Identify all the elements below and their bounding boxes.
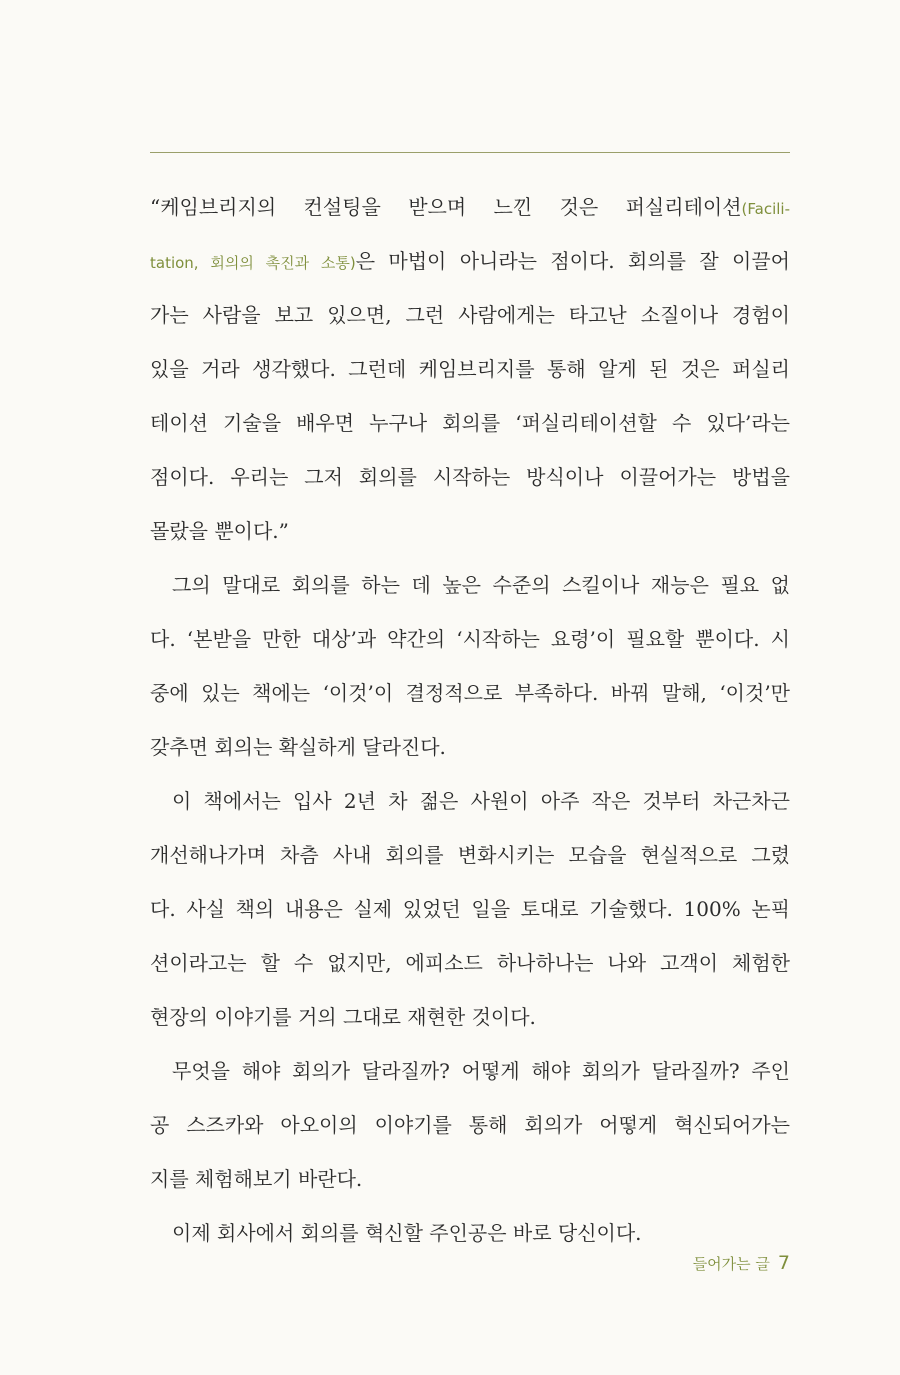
section-title: 들어가는 글 <box>692 1255 770 1273</box>
text-line: “케임브리지의 컨설팅을 받으며 느낀 것은 퍼실리테이션(Facili- <box>150 195 790 219</box>
text-line: 이제 회사에서 회의를 혁신할 주인공은 바로 당신이다. <box>172 1221 642 1245</box>
text-line: 있을 거라 생각했다. 그런데 케임브리지를 통해 알게 된 것은 퍼실리 <box>150 357 790 381</box>
text-line: 몰랐을 뿐이다.” <box>150 519 289 543</box>
text-line: 다. 사실 책의 내용은 실제 있었던 일을 토대로 기술했다. 100% 논픽 <box>150 897 790 921</box>
text-line: 다. ‘본받을 만한 대상’과 약간의 ‘시작하는 요령’이 필요할 뿐이다. 시 <box>150 627 790 651</box>
text-line: 지를 체험해보기 바란다. <box>150 1167 363 1191</box>
text-line: tation, 회의의 촉진과 소통)은 마법이 아니라는 점이다. 회의를 잘 이끌어 <box>150 249 790 273</box>
text-line: 갖추면 회의는 확실하게 달라진다. <box>150 735 446 759</box>
gloss-text: (Facili- <box>741 200 790 218</box>
text-line: 공 스즈카와 아오이의 이야기를 통해 회의가 어떻게 혁신되어가는 <box>150 1113 790 1137</box>
text-line: 점이다. 우리는 그저 회의를 시작하는 방식이나 이끌어가는 방법을 <box>150 465 790 489</box>
text-line: 이 책에서는 입사 2년 차 젊은 사원이 아주 작은 것부터 차근차근 <box>172 789 790 813</box>
text-line: 개선해나가며 차츰 사내 회의를 변화시키는 모습을 현실적으로 그렸 <box>150 843 790 867</box>
text-line: 중에 있는 책에는 ‘이것’이 결정적으로 부족하다. 바꿔 말해, ‘이것’만 <box>150 681 790 705</box>
text-line: 현장의 이야기를 거의 그대로 재현한 것이다. <box>150 1005 536 1029</box>
text-line: 무엇을 해야 회의가 달라질까? 어떻게 해야 회의가 달라질까? 주인 <box>172 1059 790 1083</box>
body-text <box>150 180 790 1260</box>
top-divider <box>150 152 790 153</box>
page-footer <box>693 1252 790 1274</box>
text-line: 그의 말대로 회의를 하는 데 높은 수준의 스킬이나 재능은 필요 없 <box>172 573 790 597</box>
page-number: 7 <box>777 1252 790 1274</box>
text-line: 션이라고는 할 수 없지만, 에피소드 하나하나는 나와 고객이 체험한 <box>150 951 790 975</box>
text-line: 가는 사람을 보고 있으면, 그런 사람에게는 타고난 소질이나 경험이 <box>150 303 790 327</box>
text-line: 테이션 기술을 배우면 누구나 회의를 ‘퍼실리테이션할 수 있다’라는 <box>150 411 790 435</box>
gloss-text: tation, 회의의 촉진과 소통) <box>150 254 356 272</box>
